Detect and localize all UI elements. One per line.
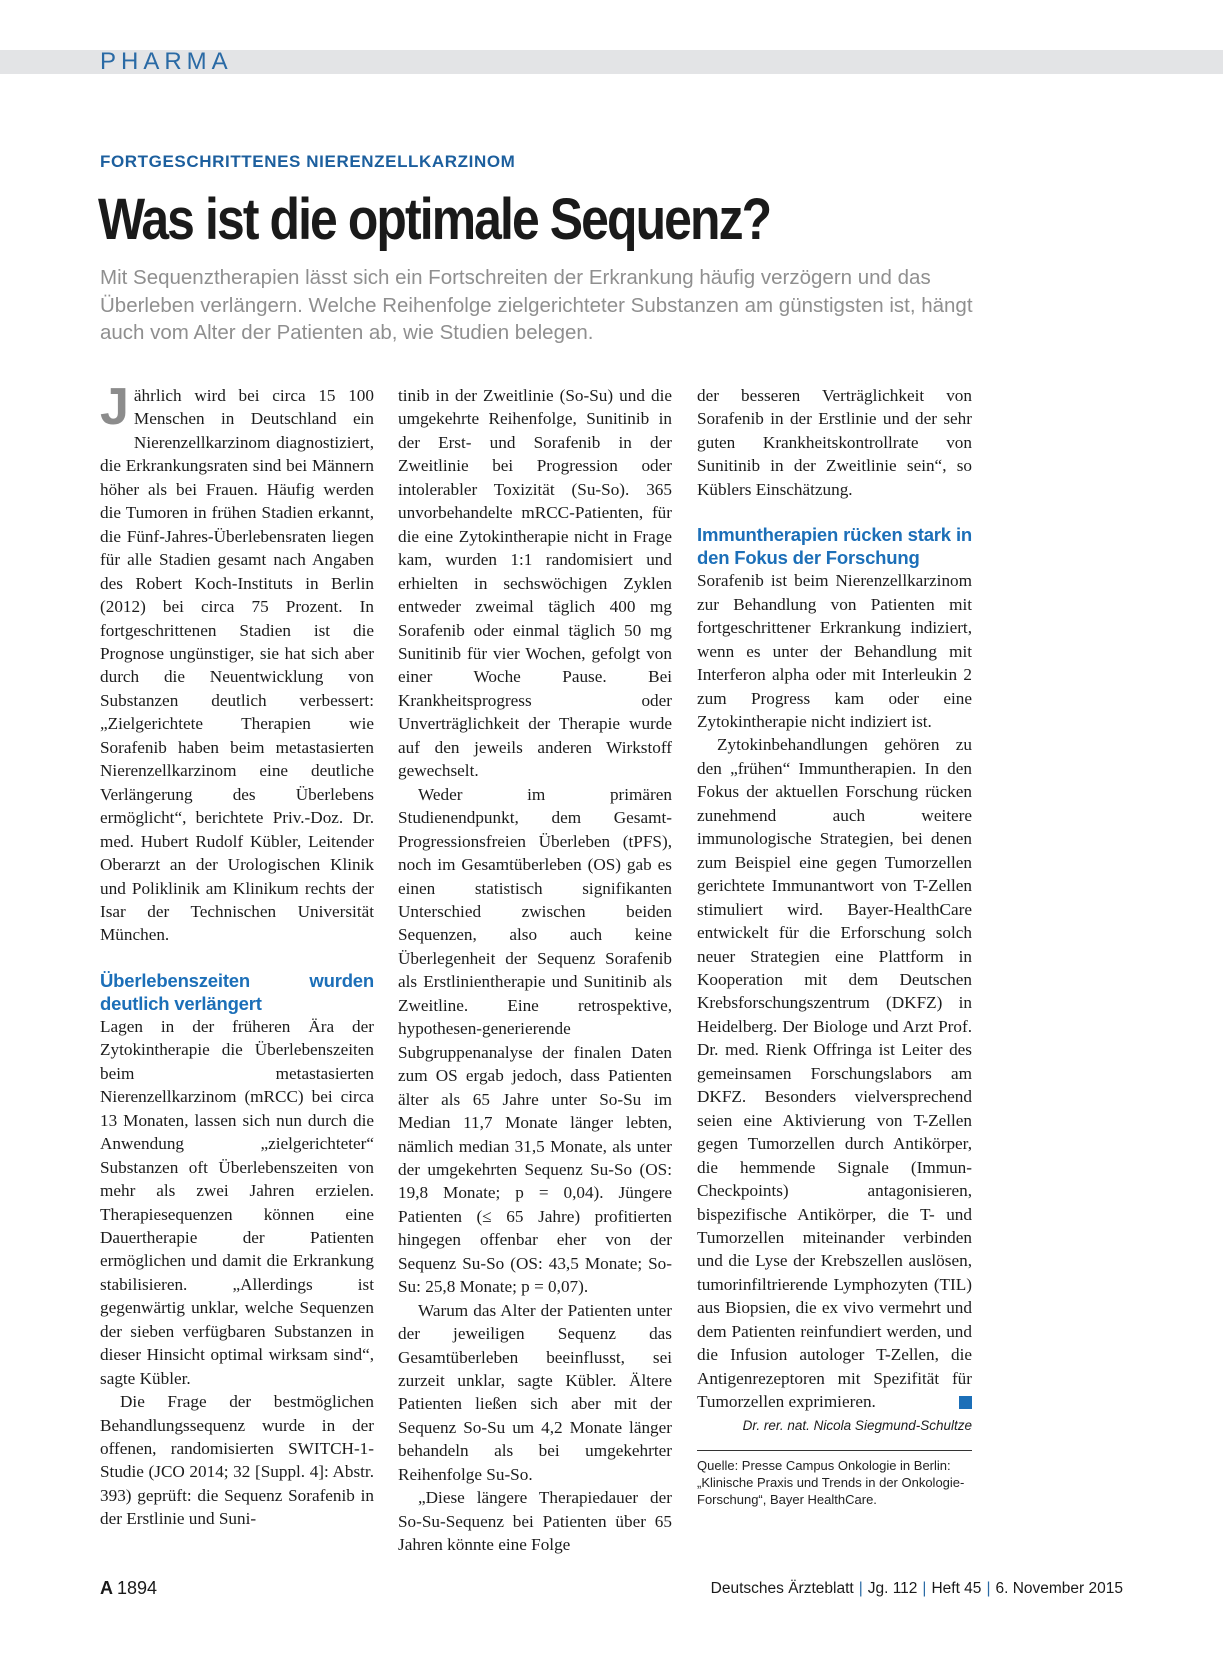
journal-name: Deutsches Ärzteblatt: [710, 1580, 854, 1597]
author-byline: Dr. rer. nat. Nicola Siegmund-Schultze: [742, 1417, 972, 1433]
subheading: Immuntherapien rücken stark in den Fokus der Forschung: [697, 524, 972, 569]
column-2: [398, 384, 672, 1557]
drop-cap: J: [100, 378, 129, 436]
paragraph: Weder im primären Studienendpunkt, dem Gesamt-Progressionsfreien Überleben (tPFS), noch im Gesamtüberleben (OS) gab es einen statistisch signifikanten Unterschied zwischen beiden Sequenzen, also auch keine Überlegenheit der Sequenz Sorafenib als Erstlinientherapie und Sunitinib als Zweitline. Eine retrospektive, hypothesen-generierende Subgruppenanalyse der finalen Daten zum OS ergab jedoch, dass Patienten älter als 65 Jahre unter So-Su im Median 11,7 Monate länger lebten, nämlich median 31,5 Monate, als unter der umgekehrten Sequenz Su-So (OS: 19,8 Monate; p = 0,04). Jüngere Patienten (≤ 65 Jahre) profitierten hingegen offenbar eher von der Sequenz Su-So (OS: 43,5 Monate; So-Su: 25,8 Monate; p = 0,07).: [398, 784, 672, 1297]
article-kicker: FORTGESCHRITTENES NIERENZELLKARZINOM: [100, 152, 516, 171]
paragraph: der besseren Verträglichkeit von Sorafenib in der Erstlinie und der sehr guten Krankheitskontrollrate von Sunitinib in der Zweitlinie sein“, so Küblers Einschätzung.: [697, 386, 972, 499]
end-mark-icon: [959, 1396, 972, 1409]
paragraph: Warum das Alter der Patienten unter der jeweiligen Sequenz das Gesamtüberleben beeinflusst, sei zurzeit unklar, sagte Kübler. Ältere Patienten ließen sich aber mit der Sequenz So-Su um 4,2 Monate länger behandeln als bei umgekehrter Reihenfolge Su-So.: [398, 1300, 672, 1484]
page-number: A 1894: [100, 1578, 158, 1598]
paragraph: Lagen in der früheren Ära der Zytokintherapie die Überlebenszeiten beim metastasierten Nierenzellkarzinom (mRCC) bei circa 13 Monaten, lassen sich nun durch die Anwendung „zielgerichteter“ Substanzen oft Überlebenszeiten von mehr als zwei Jahren erzielen. Therapiesequenzen können eine Dauertherapie der Patienten ermöglichen und damit die Erkrankung stabilisieren. „Allerdings ist gegenwärtig unklar, welche Sequenzen der sieben verfügbaren Substanzen in dieser Hinsicht optimal wirksam sind“, sagte Kübler.: [100, 1016, 374, 1388]
paragraph: „Diese längere Therapiedauer der So-Su-Sequenz bei Patienten über 65 Jahren könnte eine Folge: [398, 1488, 672, 1555]
journal-volume: Jg. 112: [867, 1580, 918, 1597]
subheading: Überlebenszeiten wurden deutlich verlängert: [100, 969, 374, 1014]
column-3: [697, 384, 972, 1508]
paragraph: tinib in der Zweitlinie (So-Su) und die umgekehrte Reihenfolge, Sunitinib in der Erst- und Sorafenib in der Zweitlinie bei Progression oder intolerabler Toxizität (Su-So). 365 unvorbehandelte mRCC-Patienten, für die eine Zytokintherapie nicht in Frage kam, wurden 1:1 randomisiert und erhielten in sechswöchigen Zyklen entweder zweimal täglich 400 mg Sorafenib oder einmal täglich 50 mg Sunitinib für vier Wochen, gefolgt von einer Woche Pause. Bei Krankheitsprogress oder Unverträglichkeit der Therapie wurde auf den jeweils anderen Wirkstoff gewechselt.: [398, 386, 672, 781]
journal-date: 6. November 2015: [995, 1580, 1123, 1597]
column-1: [100, 378, 374, 1531]
journal-footer: Deutsches Ärzteblatt | Jg. 112 | Heft 45 | 6. November 2015: [710, 1580, 1123, 1597]
source-note: Quelle: Presse Campus Onkologie in Berlin: „Klinische Praxis und Trends in der Onkologie-Forschung“, Bayer HealthCare.: [697, 1450, 972, 1508]
paragraph: Zytokinbehandlungen gehören zu den „frühen“ Immuntherapien. In den Fokus der aktuellen Forschung rücken zunehmend auch weitere immunologische Strategien, bei denen zum Beispiel eine gegen Tumorzellen gerichtete Immunantwort von T-Zellen stimuliert wird. Bayer-HealthCare entwickelt für die Erforschung solch neuer Strategien eine Plattform in Kooperation mit dem Deutschen Krebsforschungszentrum (DKFZ) in Heidelberg. Der Biologe und Arzt Prof. Dr. med. Rienk Offringa ist Leiter des gemeinsamen Forschungslabors am DKFZ. Besonders vielversprechend seien eine Aktivierung von T-Zellen gegen Tumorzellen durch Antikörper, die hemmende Signale (Immun-Checkpoints) antagonisieren, bispezifische Antikörper, die T- und Tumorzellen miteinander verbinden und die Lyse der Krebszellen auslösen, tumorinfiltrierende Lymphozyten (TIL) aus Biopsien, die ex vivo vermehrt und dem Patienten reinfundiert werden, und die Infusion autologer T-Zellen, die Antigenrezeptoren mit Spezifität für Tumorzellen exprimieren.: [697, 735, 972, 1412]
section-label: PHARMA: [100, 48, 233, 75]
paragraph: Jährlich wird bei circa 15 100 Menschen in Deutschland ein Nierenzellkarzinom diagnostiziert, die Erkrankungsraten sind bei Männern höher als bei Frauen. Häufig werden die Tumoren in frühen Stadien erkannt, die Fünf-Jahres-Überlebensraten liegen für alle Stadien gesamt nach Angaben des Robert Koch-Instituts in Berlin (2012) bei circa 75 Prozent. In fortgeschrittenen Stadien ist die Prognose ungünstiger, sie hat sich aber durch die Neuentwicklung von Substanzen deutlich verbessert: „Zielgerichtete Therapien wie Sorafenib haben beim metastasierten Nierenzellkarzinom eine deutliche Verlängerung des Überlebens ermöglicht“, berichtete Priv.-Doz. Dr. med. Hubert Rudolf Kübler, Leitender Oberarzt an der Urologischen Klinik und Poliklinik am Klinikum rechts der Isar der Technischen Universität München.: [100, 378, 374, 945]
article-lead: Mit Sequenztherapien lässt sich ein Fortschreiten der Erkrankung häufig verzögern und das Überleben verlängern. Welche Reihenfolge zielgerichteter Substanzen am günstigsten ist, hängt auch vom Alter der Patienten ab, wie Studien belegen.: [100, 266, 973, 344]
paragraph: Die Frage der bestmöglichen Behandlungssequenz wurde in der offenen, randomisierten SWITCH-1-Studie (JCO 2014; 32 [Suppl. 4]: Abstr. 393) geprüft: die Sequenz Sorafenib in der Erstlinie und Suni-: [100, 1392, 374, 1529]
paragraph: Sorafenib ist beim Nierenzellkarzinom zur Behandlung von Patienten mit fortgeschrittener Erkrankung indiziert, wenn es unter der Behandlung mit Interferon alpha oder mit Interleukin 2 zum Progress kam oder eine Zytokintherapie nicht indiziert ist.: [697, 571, 972, 731]
article-title: Was ist die optimale Sequenz?: [98, 187, 771, 252]
journal-issue: Heft 45: [931, 1580, 982, 1597]
